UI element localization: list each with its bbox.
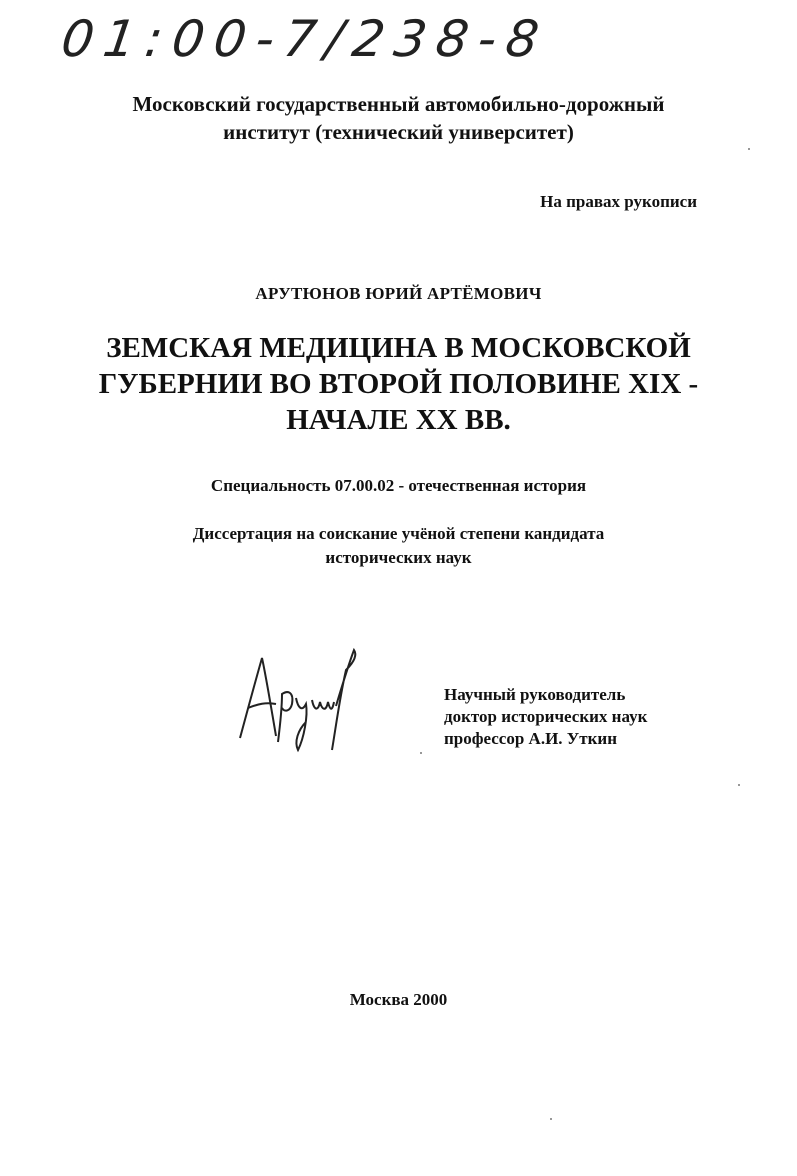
scan-speck [748,148,750,150]
title-line-2: ГУБЕРНИИ ВО ВТОРОЙ ПОЛОВИНЕ XIX - [98,368,699,400]
scientific-supervisor [444,684,647,750]
institution-name [0,90,797,146]
degree-line-1: Диссертация на соискание учёной степени кандидата [192,524,605,543]
supervisor-line-1: Научный руководитель [444,685,626,704]
institution-line-2: институт (технический университет) [223,120,574,144]
dissertation-title [0,330,797,438]
degree-line-2: исторических наук [325,548,472,567]
scan-speck [420,752,422,754]
rights-note: На правах рукописи [540,192,697,211]
title-line-3: НАЧАЛЕ XX ВВ. [286,404,511,436]
author-name: АРУТЮНОВ ЮРИЙ АРТЁМОВИЧ [255,284,542,303]
dissertation-degree [0,522,797,570]
city-year: Москва 2000 [349,990,448,1009]
handwritten-archive-code: 01:00-7/238-8 [57,10,553,68]
institution-line-1: Московский государственный автомобильно-дорожный [132,92,665,116]
signature-icon [232,646,362,756]
specialty: Специальность 07.00.02 - отечественная история [210,476,587,495]
scan-speck [738,784,740,786]
title-line-1: ЗЕМСКАЯ МЕДИЦИНА В МОСКОВСКОЙ [106,332,691,364]
supervisor-line-3: профессор А.И. Уткин [444,729,618,748]
scan-speck [550,1118,552,1120]
supervisor-line-2: доктор исторических наук [444,707,648,726]
author-signature [232,646,362,756]
